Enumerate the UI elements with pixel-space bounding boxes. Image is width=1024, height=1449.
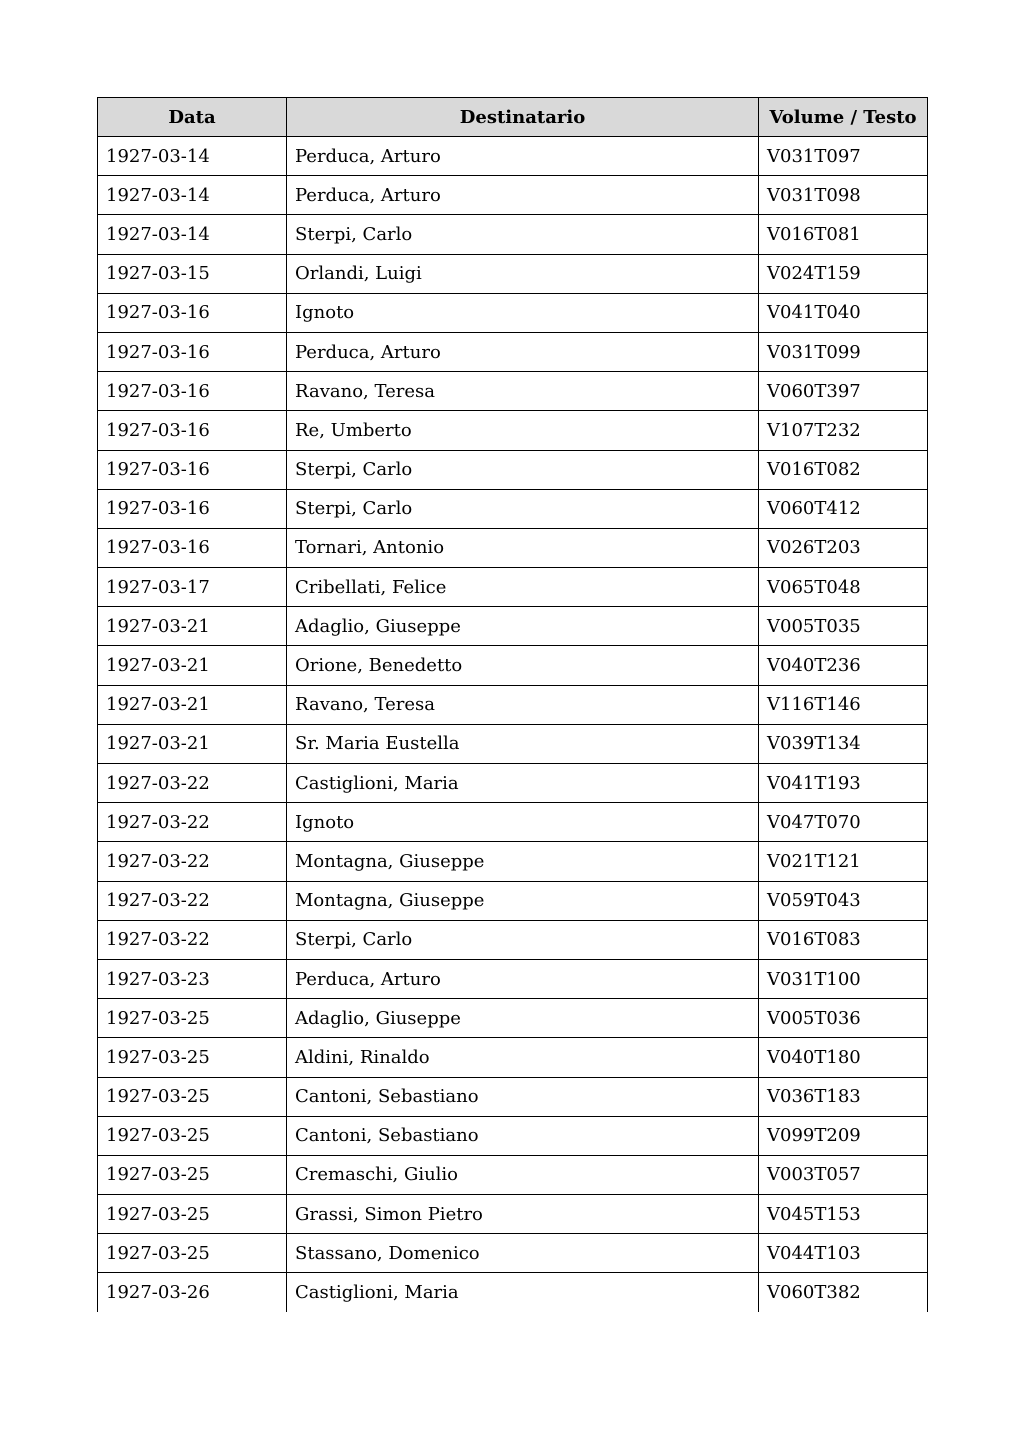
cell-date: 1927-03-16: [98, 332, 287, 371]
table-row: [98, 568, 928, 607]
table-row: [98, 411, 928, 450]
table-row: [98, 528, 928, 567]
cell-volume-testo: V016T081: [759, 215, 928, 254]
cell-destinatario: Montagna, Giuseppe: [287, 842, 759, 881]
cell-destinatario: Aldini, Rinaldo: [287, 1038, 759, 1077]
cell-volume-testo: V107T232: [759, 411, 928, 450]
cell-volume-testo: V041T040: [759, 293, 928, 332]
cell-date: 1927-03-21: [98, 646, 287, 685]
cell-volume-testo: V116T146: [759, 685, 928, 724]
cell-destinatario: Castiglioni, Maria: [287, 764, 759, 803]
cell-date: 1927-03-16: [98, 450, 287, 489]
table-row: [98, 920, 928, 959]
table-row: [98, 489, 928, 528]
table-row: [98, 685, 928, 724]
cell-date: 1927-03-16: [98, 372, 287, 411]
cell-date: 1927-03-22: [98, 764, 287, 803]
cell-destinatario: Adaglio, Giuseppe: [287, 607, 759, 646]
cell-destinatario: Perduca, Arturo: [287, 176, 759, 215]
table-row: [98, 137, 928, 176]
cell-destinatario: Orione, Benedetto: [287, 646, 759, 685]
cell-volume-testo: V005T036: [759, 999, 928, 1038]
table-row: [98, 1116, 928, 1155]
cell-volume-testo: V036T183: [759, 1077, 928, 1116]
table-row: [98, 176, 928, 215]
cell-date: 1927-03-14: [98, 176, 287, 215]
cell-date: 1927-03-16: [98, 528, 287, 567]
table-row: [98, 959, 928, 998]
cell-destinatario: Orlandi, Luigi: [287, 254, 759, 293]
table-row: [98, 215, 928, 254]
table-row: [98, 803, 928, 842]
cell-volume-testo: V021T121: [759, 842, 928, 881]
table-row: [98, 293, 928, 332]
cell-volume-testo: V045T153: [759, 1195, 928, 1234]
cell-date: 1927-03-15: [98, 254, 287, 293]
cell-destinatario: Perduca, Arturo: [287, 332, 759, 371]
document-page: [97, 97, 927, 1312]
cell-destinatario: Tornari, Antonio: [287, 528, 759, 567]
cell-destinatario: Perduca, Arturo: [287, 959, 759, 998]
cell-date: 1927-03-16: [98, 489, 287, 528]
cell-date: 1927-03-21: [98, 724, 287, 763]
cell-date: 1927-03-26: [98, 1273, 287, 1312]
table-row: [98, 881, 928, 920]
cell-destinatario: Perduca, Arturo: [287, 137, 759, 176]
cell-date: 1927-03-25: [98, 1038, 287, 1077]
cell-destinatario: Sterpi, Carlo: [287, 489, 759, 528]
cell-volume-testo: V060T397: [759, 372, 928, 411]
cell-volume-testo: V003T057: [759, 1155, 928, 1194]
cell-destinatario: Sr. Maria Eustella: [287, 724, 759, 763]
letters-table: [97, 97, 928, 1312]
table-row: [98, 1155, 928, 1194]
cell-destinatario: Cantoni, Sebastiano: [287, 1116, 759, 1155]
cell-date: 1927-03-22: [98, 842, 287, 881]
cell-volume-testo: V039T134: [759, 724, 928, 763]
cell-date: 1927-03-14: [98, 215, 287, 254]
cell-date: 1927-03-22: [98, 920, 287, 959]
cell-volume-testo: V060T382: [759, 1273, 928, 1312]
table-row: [98, 254, 928, 293]
cell-destinatario: Castiglioni, Maria: [287, 1273, 759, 1312]
cell-destinatario: Ignoto: [287, 803, 759, 842]
table-row: [98, 646, 928, 685]
header-volume-testo: Volume / Testo: [759, 98, 928, 137]
cell-volume-testo: V044T103: [759, 1234, 928, 1273]
cell-date: 1927-03-22: [98, 803, 287, 842]
cell-date: 1927-03-22: [98, 881, 287, 920]
table-row: [98, 1038, 928, 1077]
table-row: [98, 724, 928, 763]
cell-destinatario: Sterpi, Carlo: [287, 920, 759, 959]
cell-volume-testo: V047T070: [759, 803, 928, 842]
table-row: [98, 999, 928, 1038]
cell-date: 1927-03-25: [98, 1195, 287, 1234]
cell-destinatario: Cribellati, Felice: [287, 568, 759, 607]
table-row: [98, 1195, 928, 1234]
cell-destinatario: Re, Umberto: [287, 411, 759, 450]
cell-destinatario: Ravano, Teresa: [287, 685, 759, 724]
cell-date: 1927-03-14: [98, 137, 287, 176]
cell-date: 1927-03-21: [98, 607, 287, 646]
header-destinatario: Destinatario: [287, 98, 759, 137]
cell-volume-testo: V024T159: [759, 254, 928, 293]
cell-destinatario: Sterpi, Carlo: [287, 215, 759, 254]
table-row: [98, 607, 928, 646]
cell-date: 1927-03-23: [98, 959, 287, 998]
cell-volume-testo: V031T100: [759, 959, 928, 998]
table-row: [98, 1234, 928, 1273]
table-row: [98, 842, 928, 881]
cell-volume-testo: V031T098: [759, 176, 928, 215]
cell-destinatario: Grassi, Simon Pietro: [287, 1195, 759, 1234]
cell-date: 1927-03-21: [98, 685, 287, 724]
cell-date: 1927-03-25: [98, 1077, 287, 1116]
cell-date: 1927-03-17: [98, 568, 287, 607]
cell-destinatario: Cremaschi, Giulio: [287, 1155, 759, 1194]
cell-volume-testo: V060T412: [759, 489, 928, 528]
cell-date: 1927-03-16: [98, 411, 287, 450]
cell-date: 1927-03-25: [98, 1234, 287, 1273]
cell-volume-testo: V041T193: [759, 764, 928, 803]
header-data: Data: [98, 98, 287, 137]
cell-destinatario: Ignoto: [287, 293, 759, 332]
cell-volume-testo: V040T236: [759, 646, 928, 685]
cell-volume-testo: V005T035: [759, 607, 928, 646]
cell-destinatario: Montagna, Giuseppe: [287, 881, 759, 920]
cell-date: 1927-03-25: [98, 1116, 287, 1155]
cell-destinatario: Cantoni, Sebastiano: [287, 1077, 759, 1116]
cell-volume-testo: V059T043: [759, 881, 928, 920]
cell-volume-testo: V026T203: [759, 528, 928, 567]
cell-destinatario: Sterpi, Carlo: [287, 450, 759, 489]
table-row: [98, 450, 928, 489]
cell-volume-testo: V031T097: [759, 137, 928, 176]
table-row: [98, 764, 928, 803]
cell-volume-testo: V016T082: [759, 450, 928, 489]
cell-destinatario: Stassano, Domenico: [287, 1234, 759, 1273]
cell-date: 1927-03-16: [98, 293, 287, 332]
table-body: [98, 137, 928, 1313]
cell-volume-testo: V016T083: [759, 920, 928, 959]
table-header-row: [98, 98, 928, 137]
cell-volume-testo: V031T099: [759, 332, 928, 371]
table-row: [98, 1077, 928, 1116]
table-row: [98, 372, 928, 411]
cell-date: 1927-03-25: [98, 1155, 287, 1194]
cell-date: 1927-03-25: [98, 999, 287, 1038]
table-row: [98, 1273, 928, 1312]
cell-destinatario: Adaglio, Giuseppe: [287, 999, 759, 1038]
cell-volume-testo: V040T180: [759, 1038, 928, 1077]
cell-volume-testo: V065T048: [759, 568, 928, 607]
cell-destinatario: Ravano, Teresa: [287, 372, 759, 411]
cell-volume-testo: V099T209: [759, 1116, 928, 1155]
table-row: [98, 332, 928, 371]
